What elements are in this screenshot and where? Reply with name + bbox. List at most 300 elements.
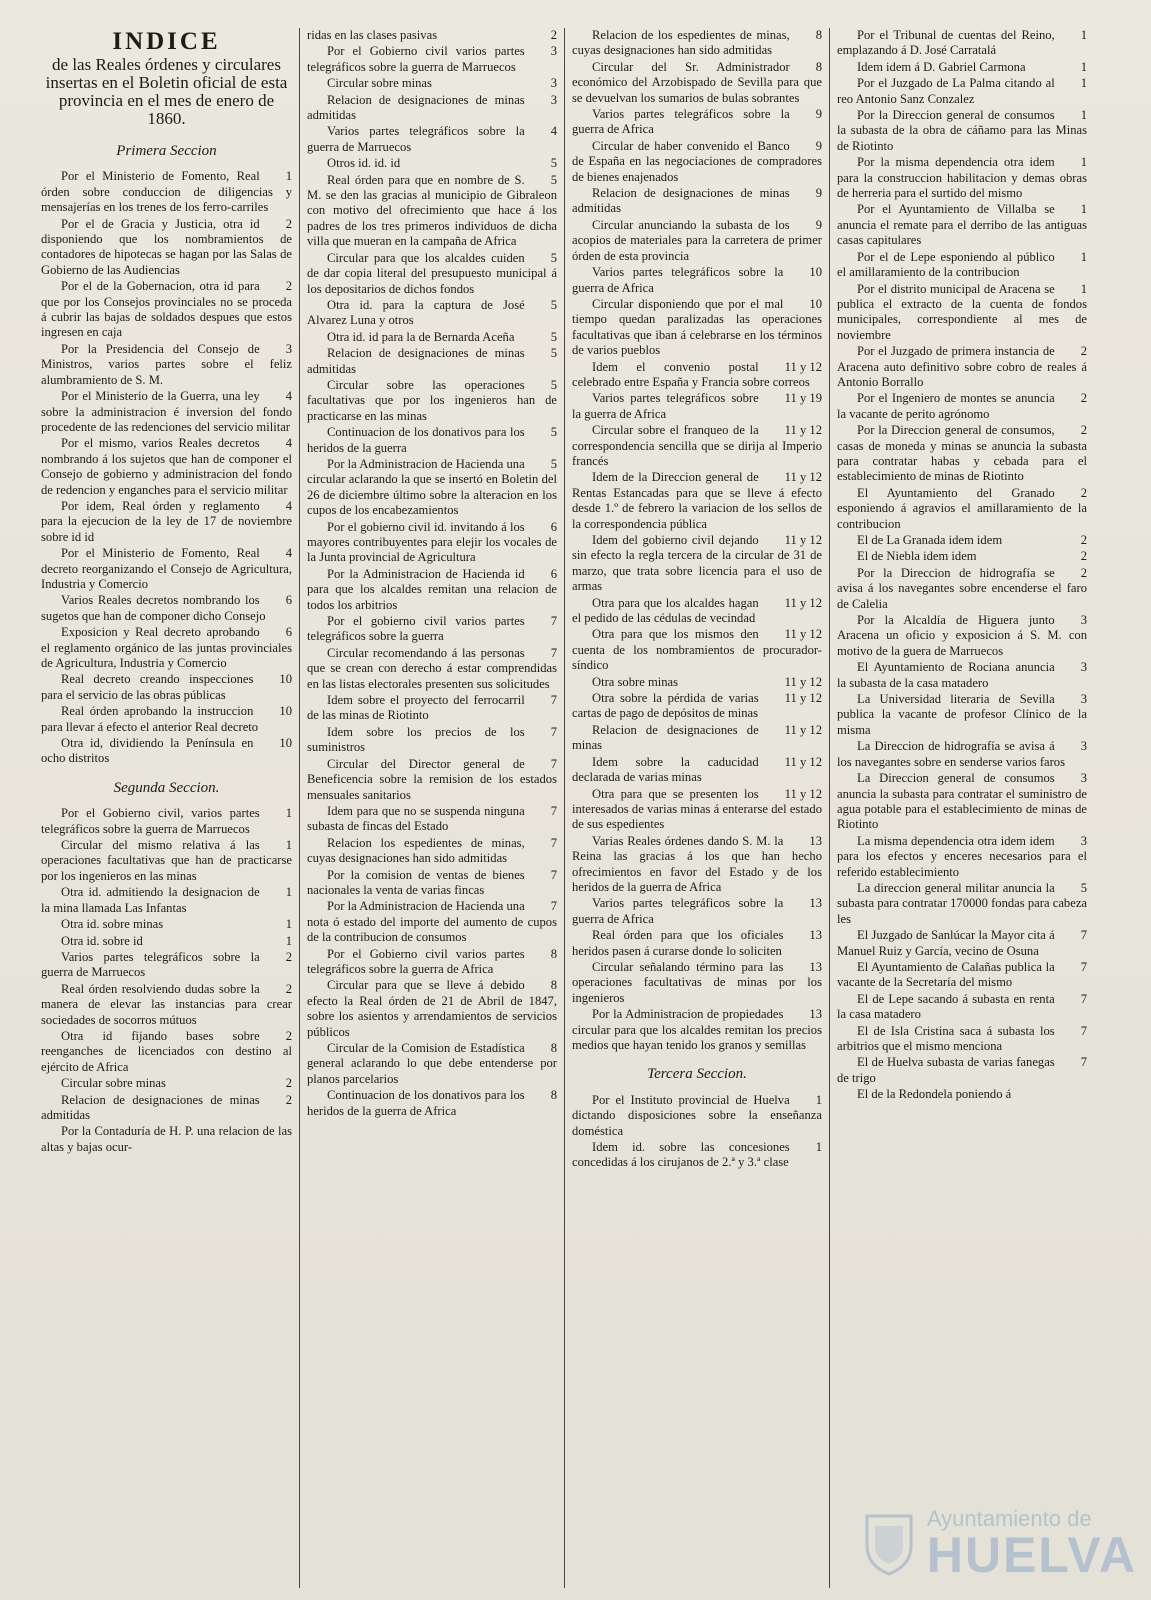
entry-page-number: 7 <box>550 645 557 660</box>
entry-text: Por el distrito municipal de Aracena se publica el extracto de la cuenta de fondos municipales, correspondiente al mes de noviembre <box>837 281 1087 342</box>
entry-text: Relacion de designaciones de minas admitidas <box>307 346 525 376</box>
index-entry <box>572 265 822 296</box>
index-entry <box>837 1087 1087 1102</box>
index-entry <box>572 60 822 106</box>
entry-text: Idem sobre los precios de los suministros <box>307 724 525 755</box>
index-entry <box>572 186 822 217</box>
index-entry <box>41 736 292 767</box>
entry-page-number: 11 y 19 <box>784 391 822 406</box>
index-entry <box>837 1024 1087 1055</box>
page-subtitle: de las Reales órdenes y circulares insertas en el Boletin oficial de esta provincia en el mes de enero de 1860. <box>45 55 288 128</box>
entry-page-number: 5 <box>550 377 557 392</box>
entry-page-number: 4 <box>285 436 292 451</box>
entry-text: Real decreto creando inspecciones para el servicio de las obras públicas <box>41 672 254 702</box>
entry-text: Varios partes telegráficos sobre la guerra de Africa <box>572 265 784 295</box>
entry-text: Por la Administracion de Hacienda una nota ó estado del importe del aumento de cupos de la contribucion de consumos <box>307 899 557 945</box>
entry-page-number: 3 <box>1080 692 1087 707</box>
index-entry <box>572 627 822 673</box>
entry-text: Otros id. id. id <box>327 156 401 171</box>
entry-page-number: 10 <box>279 736 292 751</box>
entry-page-number: 5 <box>1080 880 1087 895</box>
index-entry <box>837 613 1087 659</box>
index-entry <box>837 881 1087 927</box>
entry-text: Por el Gobierno civil varios partes telegráficos sobre la guerra de Africa <box>307 946 525 976</box>
index-entry <box>837 692 1087 738</box>
index-entry <box>837 960 1087 991</box>
index-entry <box>41 389 292 435</box>
index-entry <box>307 693 557 724</box>
index-entry <box>572 297 822 359</box>
entry-page-number: 11 y 12 <box>784 786 822 801</box>
entry-text: El Ayuntamiento de Calañas publica la vacante de la Secretaría del mismo <box>837 959 1055 990</box>
entry-text: Por idem, Real órden y reglamento para la ejecucion de la ley de 17 de noviembre sobre id id <box>41 498 292 544</box>
entry-text: Real órden para que en nombre de S. M. se den las gracias al municipio de Gibraleon con motivo del ofrecimiento que hace á los padres de los tres primeros individuos de dicha villa que mueran en la campaña de Africa <box>307 172 557 249</box>
entry-page-number: 1 <box>1080 76 1087 91</box>
entry-page-number: 2 <box>1080 423 1087 438</box>
entry-page-number: 5 <box>550 172 557 187</box>
entry-text: ridas en las clases pasivas <box>307 28 438 42</box>
column-4 <box>829 28 1094 1588</box>
index-entry <box>307 44 557 75</box>
index-entry <box>307 173 557 250</box>
entry-text: Relacion de los espedientes de minas, cuyas designaciones han sido admitidas <box>572 28 790 58</box>
page-title: INDICE <box>112 28 221 55</box>
entry-text: Circular disponiendo que por el mal tiempo quedan paralizadas las operaciones facultativas que iban á celebrarse en los términos de varios pueblos <box>572 296 822 358</box>
entry-page-number: 7 <box>550 614 557 629</box>
entry-page-number: 2 <box>1080 549 1087 564</box>
entry-text: Por la Direccion general de consumos, casas de moneda y minas se anuncia la subasta para contratar habas y cebada para el establecimiento de minas de Riotinto <box>837 423 1087 484</box>
index-entry <box>41 546 292 592</box>
entry-text: La direccion general militar anuncia la subasta para contratar 170000 fondas para cabeza les <box>837 880 1087 926</box>
entry-text: Por la Alcaldía de Higuera junto Aracena un oficio y exposicion á S. M. con motivo de la guera de Marruecos <box>837 613 1087 658</box>
entry-text: Por el Ministerio de Fomento, Real órden sobre conduccion de diligencias y mensajerías en los trenes de los ferro-carriles <box>41 169 292 215</box>
entry-text: Por el de Gracia y Justicia, otra id disponiendo que los nombramientos de contadores de hipotecas se hagan por las Salas de Gobierno de las Audiencias <box>41 216 292 277</box>
entry-text: Circular sobre minas <box>327 76 432 91</box>
entry-page-number: 11 y 12 <box>784 754 822 769</box>
entry-page-number: 11 y 12 <box>784 674 822 689</box>
entry-text: Por el Ingeniero de montes se anuncia la vacante de perito agrónomo <box>837 391 1055 421</box>
entry-text: Otra id. id para la de Bernarda Aceña <box>327 329 515 344</box>
index-entry <box>307 725 557 756</box>
entry-page-number: 6 <box>285 593 292 608</box>
entry-text: La Direccion de hidrografía se avisa á los navegantes sobre en senderse varios faros <box>837 739 1066 769</box>
entry-text: Otra para que los mismos den cuenta de los nombramientos de procurador-síndico <box>572 627 822 673</box>
index-entry <box>41 342 292 388</box>
index-entry <box>41 499 292 545</box>
entry-text: Otra sobre la pérdida de varias cartas de pago de depósitos de minas <box>572 691 759 721</box>
index-entry <box>307 899 557 945</box>
entry-page-number: 5 <box>550 346 557 361</box>
entry-page-number: 7 <box>550 835 557 850</box>
entry-text: Continuacion de los donativos para los heridos de la guerra <box>307 425 525 455</box>
index-entry <box>307 947 557 978</box>
index-entry <box>307 614 557 645</box>
entry-page-number: 5 <box>550 156 557 171</box>
entry-text: Por la Presidencia del Consejo de Ministros, varios partes sobre el feliz alumbramiento de S. M. <box>41 341 292 387</box>
entry-page-number: 10 <box>279 704 292 719</box>
index-entry <box>572 928 822 959</box>
index-entry <box>837 391 1087 422</box>
entry-page-number: 3 <box>550 92 557 107</box>
entry-page-number: 1 <box>1080 249 1087 264</box>
index-entry <box>837 76 1087 107</box>
entry-text: Otra id, dividiendo la Península en ocho distritos <box>41 736 254 766</box>
entry-page-number: 8 <box>815 59 822 74</box>
entry-text: Real órden para que los oficiales heridos pasen á curarse donde lo soliciten <box>572 928 784 958</box>
index-entry <box>41 279 292 341</box>
entry-page-number: 3 <box>1080 739 1087 754</box>
entry-page-number: 1 <box>1080 28 1087 42</box>
entry-page-number: 8 <box>550 1041 557 1055</box>
column-2 <box>299 28 564 1588</box>
entry-text: El de Niebla idem idem <box>857 549 977 564</box>
entry-page-number: 4 <box>285 546 292 561</box>
entry-page-number: 1 <box>285 838 292 853</box>
entry-text: Exposicion y Real decreto aprobando el reglamento orgánico de las juntas provinciales de Agricultura, Industria y Comercio <box>41 625 292 670</box>
entry-page-number: 5 <box>550 456 557 471</box>
entry-text: Por el gobierno civil id. invitando á los mayores contribuyentes para elejir los vocales de la Junta provincial de Agricultura <box>307 519 557 565</box>
index-entry <box>572 28 822 59</box>
entry-page-number: 3 <box>1080 833 1087 848</box>
section-heading: Segunda Seccion. <box>113 779 220 796</box>
entry-page-number: 11 y 12 <box>784 423 822 438</box>
index-entry <box>307 804 557 835</box>
entry-text: Por el Instituto provincial de Huelva dictando disposiciones sobre la enseñanza doméstica <box>572 1092 822 1138</box>
index-entry <box>41 982 292 1028</box>
entry-page-number: 6 <box>285 625 292 640</box>
entry-page-number: 1 <box>1080 202 1087 217</box>
entry-page-number: 3 <box>1080 613 1087 628</box>
entry-text: Circular anunciando la subasta de los acopios de materiales para la carretera de primer órden de esta provincia <box>572 217 822 263</box>
entry-page-number: 10 <box>809 265 822 280</box>
index-entry <box>307 520 557 566</box>
entry-page-number: 1 <box>1080 281 1087 296</box>
entry-text: Otra para que se presenten los interesados de varias minas á enterarse del estado de sus espedientes <box>572 786 822 832</box>
entry-page-number: 4 <box>285 389 292 404</box>
entry-page-number: 2 <box>1080 344 1087 359</box>
entry-text: Varios partes telegráficos sobre la guerra de Africa <box>572 391 759 421</box>
entry-text: El de Lepe sacando á subasta en renta la casa matadero <box>837 991 1055 1022</box>
entry-text: Por la Administracion de Hacienda id para que los alcaldes remitan una relacion de todos los arbitrios <box>307 566 557 612</box>
entry-text: Circular sobre el franqueo de la correspondencia sencilla que se dirija al Imperio francés <box>572 423 822 468</box>
entry-text: Circular para que se lleve á debido efecto la Real órden de 21 de Abril de 1847, sobre los asientos y arrendamientos de servicios públicos <box>307 978 557 1039</box>
entry-text: Por el Juzgado de La Palma citando al reo Antonio Sanz Conzalez <box>837 76 1055 106</box>
entry-text: Idem sobre el proyecto del ferrocarril de las minas de Riotinto <box>307 693 525 723</box>
entry-page-number: 11 y 12 <box>784 533 822 547</box>
entry-text: Relacion los espedientes de minas, cuyas designaciones han sido admitidas <box>307 835 525 866</box>
index-entry <box>307 346 557 377</box>
entry-page-number: 8 <box>550 1088 557 1103</box>
index-entry <box>572 360 822 391</box>
index-entry <box>41 885 292 916</box>
index-entry <box>41 672 292 703</box>
entry-page-number: 3 <box>550 44 557 59</box>
entry-text: Por la Administracion de propiedades circular para que los alcaldes remitan los precios medios que hayan tenido los granos y semillas <box>572 1007 822 1052</box>
entry-page-number: 1 <box>1080 108 1087 123</box>
entry-text: Idem el convenio postal celebrado entre España y Francia sobre correos <box>572 359 810 389</box>
entry-page-number: 13 <box>809 896 822 911</box>
index-entry <box>307 330 557 345</box>
index-entry <box>41 593 292 624</box>
section-heading: Tercera Seccion. <box>647 1066 747 1083</box>
index-entry <box>572 834 822 896</box>
entry-text: El Ayuntamiento del Granado esponiendo á agravios el amillaramiento de la contribucion <box>837 485 1087 531</box>
entry-page-number: 5 <box>550 425 557 440</box>
entry-page-number: 7 <box>550 693 557 708</box>
index-entry <box>41 917 292 932</box>
entry-text: Circular del Sr. Administrador económico del Arzobispado de Sevilla para que se devuelvan los sumarios de bulas sobrantes <box>572 59 822 105</box>
index-entry <box>837 549 1087 564</box>
entry-page-number: 11 y 12 <box>784 359 822 374</box>
entry-text: La Universidad literaria de Sevilla publica la vacante de profesor Clínico de la misma <box>837 692 1087 737</box>
entry-page-number: 13 <box>809 1007 822 1022</box>
entry-text: Por el mismo, varios Reales decretos nombrando á los sujetos que han de componer el Consejo de gobierno y administracion del fondo de redencion y enganches para el servicio militar <box>41 436 292 497</box>
entry-text: Varios Reales decretos nombrando los sugetos que han de componer dicho Consejo <box>41 593 266 623</box>
index-columns <box>34 28 1141 1588</box>
entry-page-number: 2 <box>1080 533 1087 547</box>
index-entry <box>307 1088 557 1119</box>
index-entry <box>41 806 292 837</box>
entry-page-number: 11 y 12 <box>784 470 822 485</box>
entry-text: Circular sobre minas <box>61 1076 166 1091</box>
index-entry <box>41 1029 292 1075</box>
index-entry <box>837 771 1087 833</box>
index-entry <box>41 950 292 981</box>
entry-page-number: 4 <box>550 124 557 139</box>
entry-text: Otra id. para la captura de José Alvarez Luna y otros <box>307 297 525 328</box>
entry-page-number: 9 <box>815 186 822 201</box>
entry-text: Por el Juzgado de primera instancia de Aracena auto definitivo sobre cobro de reales á Antonio Borrallo <box>837 344 1087 389</box>
index-entry <box>307 76 557 91</box>
entry-page-number: 2 <box>285 216 292 231</box>
index-entry <box>572 391 822 422</box>
entry-text: Por la Contaduría de H. P. una relacion de las altas y bajas ocur- <box>41 1124 292 1154</box>
index-entry <box>572 139 822 185</box>
index-entry <box>572 423 822 469</box>
entry-text: Varias Reales órdenes dando S. M. la Reina las gracias á los que han hecho ofrecimientos en favor del Estado y de los heridos de la guerra de Africa <box>572 833 822 894</box>
entry-text: Por el gobierno civil varios partes telegráficos sobre la guerra <box>307 614 525 644</box>
entry-page-number: 1 <box>1080 155 1087 170</box>
section-heading: Primera Seccion <box>116 143 217 159</box>
entry-page-number: 7 <box>550 724 557 739</box>
index-entry <box>41 217 292 279</box>
entry-page-number: 7 <box>1080 959 1087 974</box>
entry-text: Circular para que los alcaldes cuiden de dar copia literal del presupuesto municipal á los depositarios de dichos fondos <box>307 250 557 296</box>
index-entry <box>837 486 1087 532</box>
entry-page-number: 1 <box>1080 59 1087 74</box>
entry-page-number: 1 <box>285 806 292 821</box>
index-entry <box>572 960 822 1006</box>
entry-page-number: 1 <box>815 1092 822 1107</box>
entry-text: El Juzgado de Sanlúcar la Mayor cita á Manuel Ruiz y García, vecino de Osuna <box>837 928 1055 958</box>
index-entry <box>837 739 1087 770</box>
entry-page-number: 3 <box>1080 660 1087 675</box>
entry-page-number: 13 <box>809 959 822 974</box>
coat-of-arms-icon <box>861 1512 917 1576</box>
index-entry <box>41 625 292 671</box>
entry-page-number: 2 <box>1080 565 1087 580</box>
index-entry <box>837 250 1087 281</box>
index-entry <box>572 1093 822 1139</box>
entry-text: Otra id fijando bases sobre reenganches de licenciados con destino al ejército de Africa <box>41 1028 292 1074</box>
index-entry <box>572 691 822 722</box>
entry-page-number: 8 <box>815 28 822 42</box>
index-entry <box>307 567 557 613</box>
entry-page-number: 2 <box>285 1076 292 1091</box>
entry-page-number: 5 <box>550 329 557 344</box>
entry-text: Otra id. admitiendo la designacion de la mina llamada Las Infantas <box>41 885 260 915</box>
entry-page-number: 11 y 12 <box>784 627 822 642</box>
entry-text: Relacion de designaciones de minas admitidas <box>41 1092 260 1122</box>
index-entry <box>837 834 1087 880</box>
entry-text: Real órden aprobando la instruccion para llevar á efecto el anterior Real decreto <box>41 704 259 734</box>
entry-page-number: 2 <box>285 949 292 964</box>
entry-page-number: 2 <box>550 28 557 42</box>
index-entry <box>307 425 557 456</box>
index-entry <box>307 978 557 1040</box>
index-entry <box>837 108 1087 154</box>
index-entry <box>572 218 822 264</box>
entry-text: El de La Granada idem idem <box>857 533 1003 547</box>
entry-page-number: 10 <box>809 296 822 311</box>
entry-page-number: 2 <box>285 279 292 294</box>
entry-text: Otra sobre minas <box>592 674 679 689</box>
index-entry <box>572 896 822 927</box>
entry-text: Otra id. sobre minas <box>61 917 164 932</box>
entry-text: Por el Gobierno civil, varios partes telegráficos sobre la guerra de Marruecos <box>41 806 260 836</box>
index-entry <box>837 928 1087 959</box>
entry-page-number: 3 <box>1080 771 1087 786</box>
index-entry <box>307 93 557 124</box>
entry-text: El de la Redondela poniendo á <box>857 1087 1012 1102</box>
entry-page-number: 1 <box>285 169 292 184</box>
entry-text: Por la Administracion de Hacienda una circular aclarando la que se insertó en Boletin del 26 de diciembre último sobre la alteracion en los cupos de los encabezamientos <box>307 456 557 518</box>
index-entry <box>572 1140 822 1171</box>
entry-text: Por la misma dependencia otra idem para la construccion habilitacion y demas obras de herreria para el surtido del mismo <box>837 155 1087 201</box>
entry-text: Por el de la Gobernacion, otra id para que por los Consejos provinciales no se proceda á cubrir las bajas de soldados despues que estos ingresen en caja <box>41 279 292 340</box>
index-entry <box>307 836 557 867</box>
entry-page-number: 1 <box>285 885 292 900</box>
entry-text: Idem de la Direccion general de Rentas Estancadas para que se lleve á efecto desde 1.º de febrero la variacion de los sellos de la correspondencia pública <box>572 470 822 531</box>
index-entry <box>572 107 822 138</box>
index-entry <box>837 423 1087 485</box>
entry-page-number: 6 <box>550 519 557 534</box>
entry-page-number: 7 <box>550 867 557 882</box>
index-entry <box>837 533 1087 548</box>
index-entry <box>41 838 292 884</box>
entry-text: Circular del Director general de Beneficencia sobre la remision de los estados mensuales sanitarios <box>307 756 557 802</box>
entry-text: Varios partes telegráficos sobre la guerra de Marruecos <box>307 124 525 154</box>
entry-page-number: 5 <box>550 250 557 265</box>
entry-text: Por la Direccion de hidrografía se avisa á los navegantes sobre encenderse el faro de Calelia <box>837 565 1087 611</box>
entry-page-number: 11 y 12 <box>784 595 822 610</box>
index-entry <box>572 755 822 786</box>
index-entry <box>307 1041 557 1087</box>
entry-text: Idem sobre la caducidad declarada de varias minas <box>572 754 759 785</box>
entry-text: Otra id. sobre id <box>61 933 143 948</box>
entry-page-number: 11 y 12 <box>784 691 822 706</box>
index-entry <box>307 28 557 43</box>
entry-page-number: 2 <box>285 1092 292 1107</box>
index-entry <box>307 646 557 692</box>
entry-page-number: 6 <box>550 566 557 581</box>
index-entry <box>41 436 292 498</box>
entry-text: Por la Direccion general de consumos la subasta de la obra de cáñamo para las Minas de Riotinto <box>837 108 1087 153</box>
entry-text: Circular señalando término para las operaciones facultativas de minas por los ingenieros <box>572 959 822 1005</box>
entry-page-number: 7 <box>1080 928 1087 943</box>
entry-text: Circular de la Comision de Estadística general aclarando lo que debe entenderse por planos parcelarios <box>307 1041 557 1086</box>
entry-text: Por el Ayuntamiento de Villalba se anuncia el remate para el derribo de las antiguas casas capitulares <box>837 202 1087 248</box>
entry-page-number: 7 <box>1080 1023 1087 1038</box>
entry-text: Circular recomendando á las personas que se crean con derecho á estar comprendidas en las listas electorales presenten sus solicitudes <box>307 645 557 691</box>
index-entry <box>837 344 1087 390</box>
entry-page-number: 1 <box>285 917 292 932</box>
entry-page-number: 10 <box>279 672 292 687</box>
index-entry <box>307 156 557 171</box>
entry-page-number: 8 <box>550 978 557 993</box>
index-entry <box>837 1055 1087 1086</box>
entry-text: Varios partes telegráficos sobre la guerra de Marruecos <box>41 949 260 980</box>
entry-page-number: 2 <box>1080 391 1087 406</box>
index-entry <box>837 28 1087 59</box>
column-3 <box>564 28 829 1588</box>
index-entry <box>572 1007 822 1053</box>
entry-page-number: 9 <box>815 107 822 122</box>
entry-text: Circular sobre las operaciones facultativas que por los ingenieros han de practicarse en las minas <box>307 377 557 423</box>
entry-text: Circular del mismo relativa á las operaciones facultativas que han de practicarse por los ingenieros en las minas <box>41 838 292 883</box>
entry-text: Idem para que no se suspenda ninguna subasta de fincas del Estado <box>307 803 525 834</box>
entry-text: Por el Ministerio de Fomento, Real decreto reorganizando el Consejo de Agricultura, Industria y Comercio <box>41 546 292 591</box>
entry-text: El de Huelva subasta de varias fanegas de trigo <box>837 1055 1055 1085</box>
watermark <box>861 1506 1137 1583</box>
entry-text: Por la comision de ventas de bienes nacionales la venta de varias fincas <box>307 867 525 897</box>
entry-page-number: 2 <box>285 981 292 996</box>
entry-page-number: 8 <box>550 946 557 961</box>
entry-text: Por el de Lepe esponiendo al público el amillaramiento de la contribucion <box>837 249 1055 280</box>
index-entry <box>837 202 1087 248</box>
entry-text: La Direccion general de consumos anuncia la subasta para contratar el suministro de agua potable para el establecimiento de minas de Riotinto <box>837 771 1087 832</box>
entry-page-number: 1 <box>285 933 292 948</box>
column-1 <box>34 28 299 1588</box>
entry-page-number: 3 <box>550 76 557 91</box>
entry-text: Relacion de designaciones de minas admitidas <box>307 92 525 123</box>
index-entry <box>41 1076 292 1091</box>
entry-page-number: 1 <box>815 1140 822 1155</box>
index-entry <box>837 60 1087 75</box>
index-entry <box>41 1093 292 1124</box>
index-entry <box>41 169 292 215</box>
entry-page-number: 13 <box>809 833 822 848</box>
entry-text: Idem idem á D. Gabriel Carmona <box>857 59 1026 74</box>
index-entry <box>572 533 822 595</box>
entry-text: Por el Ministerio de la Guerra, una ley sobre la administracion é inversion del fondo procedente de las redenciones del servicio militar <box>41 389 292 434</box>
entry-page-number: 11 y 12 <box>784 722 822 737</box>
entry-text: Por el Gobierno civil varios partes telegráficos sobre la guerra de Marruecos <box>307 44 525 74</box>
index-entry <box>572 787 822 833</box>
entry-text: Real órden resolviendo dudas sobre la manera de elevar las instancias para crear sociedades de socorros mútuos <box>41 981 292 1027</box>
entry-text: Relacion de designaciones de minas admitidas <box>572 186 790 216</box>
index-entry <box>307 457 557 519</box>
index-entry <box>837 155 1087 201</box>
entry-page-number: 13 <box>809 928 822 943</box>
index-entry <box>307 378 557 424</box>
index-entry <box>837 282 1087 344</box>
entry-text: Continuacion de los donativos para los heridos de la guerra de Africa <box>307 1088 525 1118</box>
entry-page-number: 7 <box>550 756 557 771</box>
entry-text: La misma dependencia otra idem idem para los efectos y enceres necesarios para el referido establecimiento <box>837 833 1087 879</box>
index-entry <box>307 868 557 899</box>
watermark-top: Ayuntamiento de <box>926 1506 1092 1531</box>
